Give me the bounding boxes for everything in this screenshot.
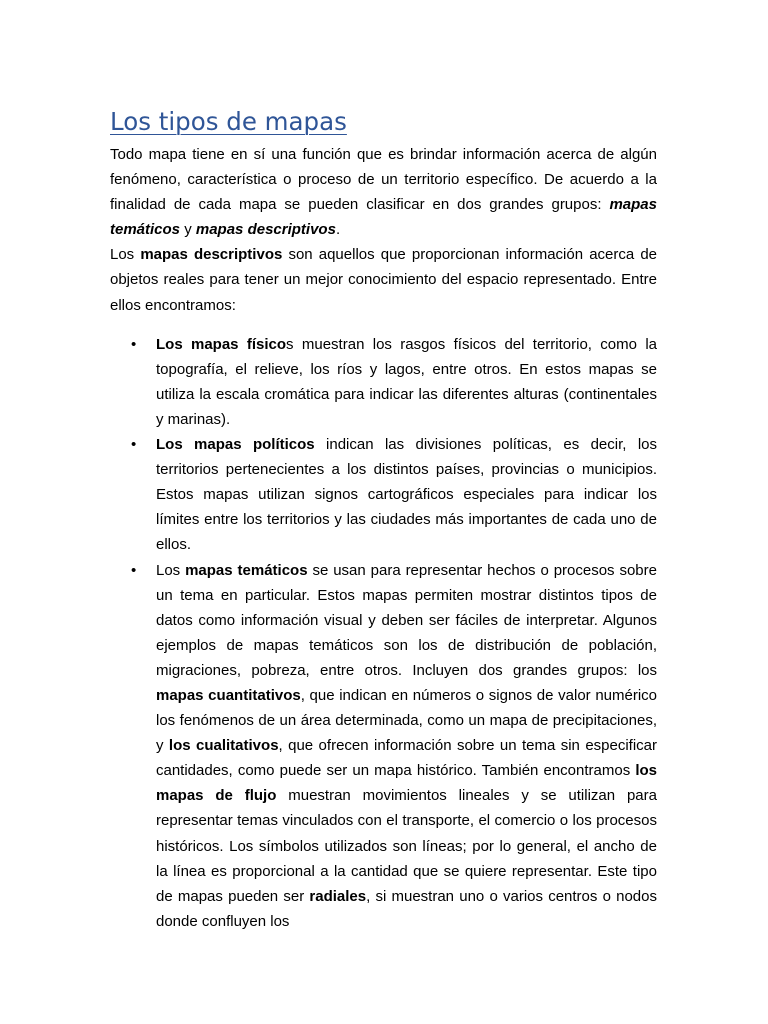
tematicos-text-2: se usan para representar hechos o procesos sobre un tema en particular. Estos mapas permiten mostrar distintos tipos de datos como información visual y deben ser fáciles de interpretar. Algunos ejemplos de mapas temáticos son los de distribución de población, migraciones, pobreza, entre otros. Incluyen dos grandes grupos: los xyxy=(156,561,657,679)
politicos-text: indican las divisiones políticas, es decir, los territorios pertenecientes a los distintos países, provincias o municipios. Estos mapas utilizan signos cartográficos especiales para indicar los límites entre los territorios y las ciudades más importantes de cada uno de ellos. xyxy=(156,436,657,554)
politicos-bold-term: Los mapas políticos xyxy=(156,436,315,454)
document-title: Los tipos de mapas xyxy=(110,107,347,136)
fisicos-bold-term: Los mapas físico xyxy=(156,335,287,353)
list-item-mapas-politicos xyxy=(110,432,657,557)
bullet-icon: • xyxy=(131,436,137,454)
list-item-mapas-fisicos xyxy=(110,332,657,432)
tematicos-text-5: muestran movimientos lineales y se utilizan para representar temas vinculados con el transporte, el comercio o los procesos históricos. Los símbolos utilizados son líneas; por lo general, el ancho de la línea es proporcional a la cantidad que se quiere representar. Este tipo de mapas pueden ser xyxy=(156,787,657,905)
intro-emphasis-mapas-tematicos: mapas temáticos xyxy=(110,196,657,239)
tematicos-text-4: , que ofrecen información sobre un tema sin especificar cantidades, como puede ser un mapa histórico. También encontramos xyxy=(156,737,658,780)
tematicos-bold-term: mapas temáticos xyxy=(185,561,308,579)
descriptivos-text-1: Los xyxy=(110,246,141,264)
flujo-bold-term: los mapas de flujo xyxy=(156,762,657,805)
intro-emphasis-mapas-descriptivos: mapas descriptivos xyxy=(195,221,336,239)
bullet-icon: • xyxy=(131,335,137,353)
descriptivos-paragraph xyxy=(110,242,657,317)
intro-paragraph xyxy=(110,142,657,242)
cuantitativos-bold-term: mapas cuantitativos xyxy=(156,686,301,704)
intro-text-2: y xyxy=(180,221,196,239)
cualitativos-bold-term: los cualitativos xyxy=(168,737,279,755)
map-types-list xyxy=(110,332,657,934)
bullet-icon: • xyxy=(131,561,137,579)
intro-text-1: Todo mapa tiene en sí una función que es brindar información acerca de algún fenómeno, característica o proceso de un territorio específico. De acuerdo a la finalidad de cada mapa se pueden clasificar en dos grandes grupos: xyxy=(110,146,657,214)
tematicos-text-1: Los xyxy=(156,561,186,579)
descriptivos-text-2: son aquellos que proporcionan información acerca de objetos reales para tener un mejor conocimiento del espacio representado. Entre ellos encontramos: xyxy=(110,246,658,314)
tematicos-text-3: , que indican en números o signos de valor numérico los fenómenos de un área determinada, como un mapa de precipitaciones, y xyxy=(156,686,658,755)
intro-text-3: . xyxy=(335,221,341,239)
document-page xyxy=(110,106,657,934)
list-item-mapas-tematicos xyxy=(110,558,657,934)
tematicos-text-6: , si muestran uno o varios centros o nodos donde confluyen los xyxy=(156,887,657,930)
radiales-bold-term: radiales xyxy=(309,887,367,905)
descriptivos-bold-term: mapas descriptivos xyxy=(140,246,283,264)
fisicos-text: s muestran los rasgos físicos del territorio, como la topografía, el relieve, los ríos y lagos, entre otros. En estos mapas se utiliza la escala cromática para indicar las diferentes alturas (continentales y marinas). xyxy=(156,335,657,428)
